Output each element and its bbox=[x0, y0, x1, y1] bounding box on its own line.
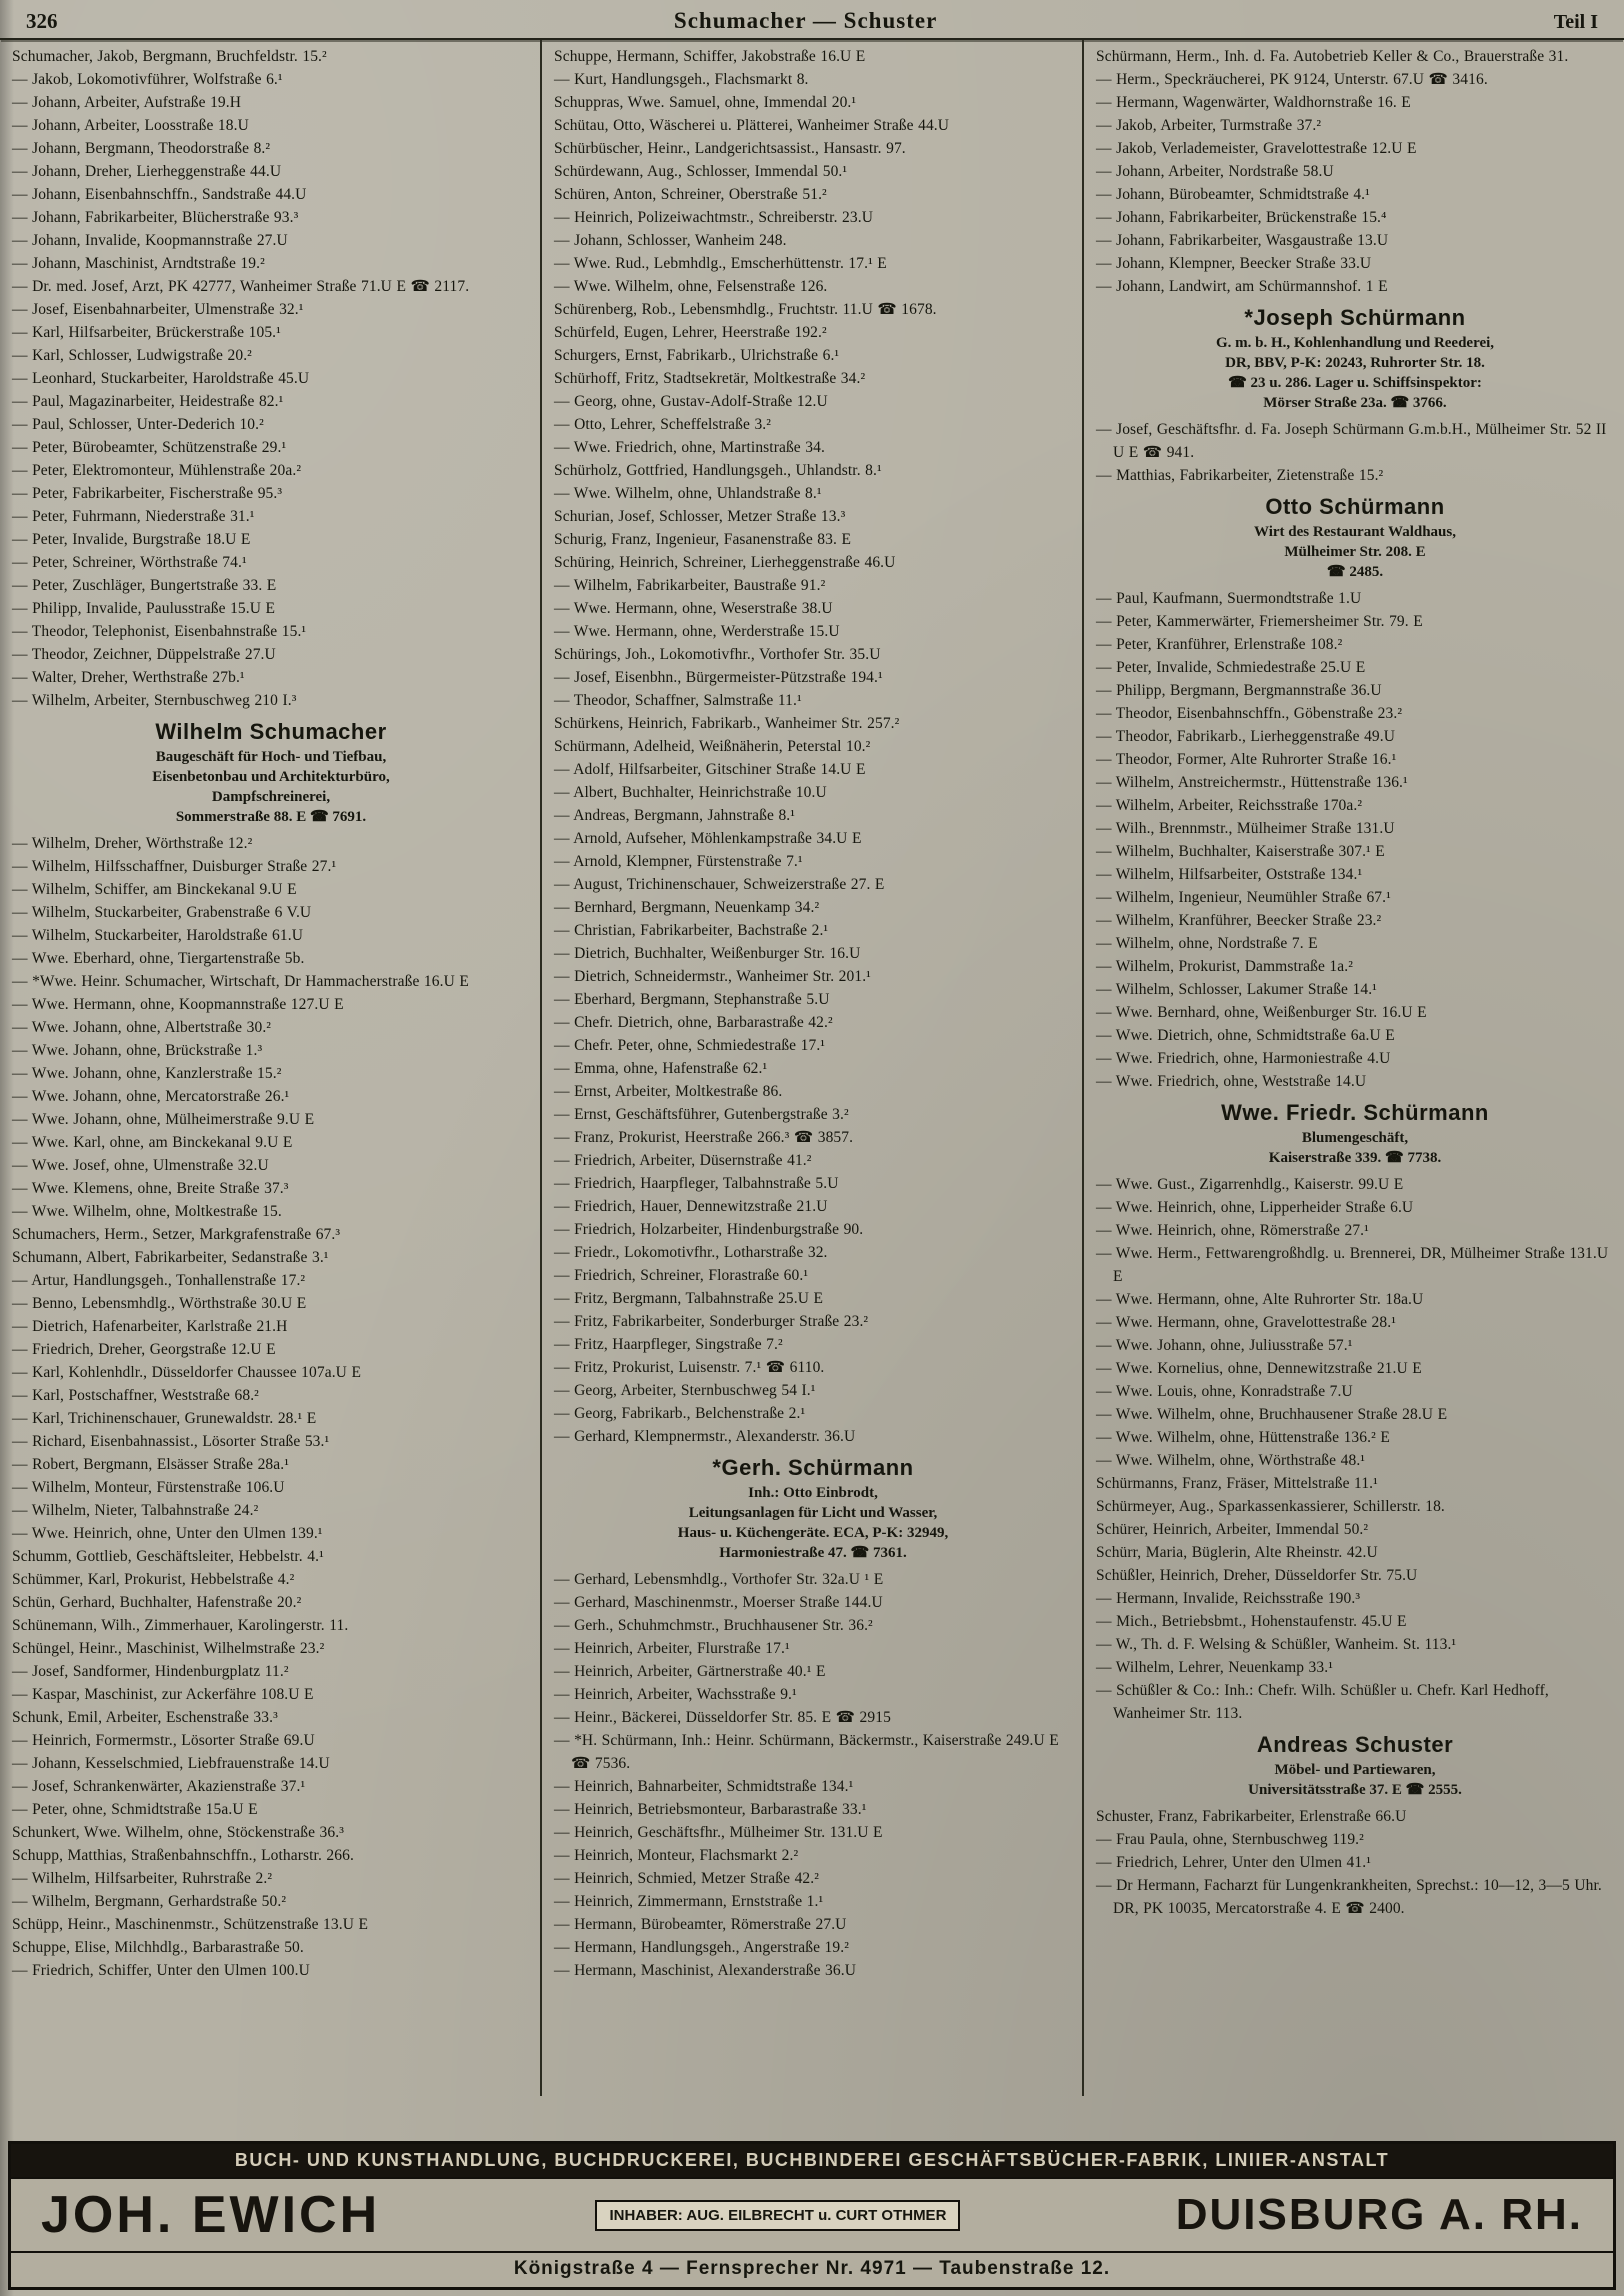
directory-entry: — Johann, Arbeiter, Aufstraße 19.H bbox=[12, 94, 242, 111]
directory-entry: — Christian, Fabrikarbeiter, Bachstraße 2.¹ bbox=[554, 922, 829, 939]
directory-entry: — Wwe. Hermann, ohne, Koopmannstraße 127.U E bbox=[12, 996, 344, 1013]
directory-entry: — Peter, Fuhrmann, Niederstraße 31.¹ bbox=[12, 508, 255, 525]
directory-entry: — Wilhelm, Stuckarbeiter, Grabenstraße 6 V.U bbox=[12, 904, 312, 921]
ad-company-name: JOH. EWICH bbox=[41, 2186, 381, 2244]
directory-entry: — Wilhelm, Kranführer, Beecker Straße 23.² bbox=[1096, 912, 1382, 929]
directory-entry: — Peter, Kranführer, Erlenstraße 108.² bbox=[1096, 636, 1343, 653]
directory-entry: — Wilhelm, Prokurist, Dammstraße 1a.² bbox=[1096, 958, 1353, 975]
directory-entry: — Wilhelm, Fabrikarbeiter, Baustraße 91.² bbox=[554, 577, 826, 594]
directory-entry: — W., Th. d. F. Welsing & Schüßler, Wanheim. St. 113.¹ bbox=[1096, 1636, 1457, 1653]
directory-entry: — Wwe. Gust., Zigarrenhdlg., Kaiserstr. 99.U E bbox=[1096, 1176, 1404, 1193]
section-title: *Joseph Schürmann bbox=[1244, 305, 1466, 330]
directory-entry: — Wilhelm, Hilfsarbeiter, Ruhrstraße 2.² bbox=[12, 1870, 273, 1887]
directory-entry: — Paul, Kaufmann, Suermondtstraße 1.U bbox=[1096, 590, 1362, 607]
directory-entry: — Wilhelm, Arbeiter, Sternbuschweg 210 I.³ bbox=[12, 692, 297, 709]
directory-entry: — Ernst, Geschäftsführer, Gutenbergstraße 3.² bbox=[554, 1106, 849, 1123]
directory-entry: Schürmann, Adelheid, Weißnäherin, Peterstal 10.² bbox=[554, 738, 871, 755]
directory-entry: — Wilhelm, ohne, Nordstraße 7. E bbox=[1096, 935, 1318, 952]
ad-owner-label: INHABER: AUG. EILBRECHT u. CURT OTHMER bbox=[595, 2200, 960, 2231]
directory-entry: — Jakob, Lokomotivführer, Wolfstraße 6.¹ bbox=[12, 71, 283, 88]
directory-entry: — Friedrich, Dreher, Georgstraße 12.U E bbox=[12, 1341, 276, 1358]
directory-entry: — Wwe. Johann, ohne, Kanzlerstraße 15.² bbox=[12, 1065, 282, 1082]
directory-entry: — Wwe. Friedrich, ohne, Weststraße 14.U bbox=[1096, 1073, 1367, 1090]
directory-entry: — Josef, Eisenbahnarbeiter, Ulmenstraße 32.¹ bbox=[12, 301, 304, 318]
directory-entry: — Kurt, Handlungsgeh., Flachsmarkt 8. bbox=[554, 71, 809, 88]
directory-entry: Schürer, Heinrich, Arbeiter, Immendal 50.² bbox=[1096, 1521, 1369, 1538]
directory-entry: — Wwe. Johann, ohne, Albertstraße 30.² bbox=[12, 1019, 272, 1036]
directory-entry: — Dietrich, Buchhalter, Weißenburger Str. 16.U bbox=[554, 945, 861, 962]
directory-section-header bbox=[12, 718, 530, 827]
directory-entry: — Gerhard, Maschinenmstr., Moerser Straße 144.U bbox=[554, 1594, 883, 1611]
directory-entry: — Arnold, Klempner, Fürstenstraße 7.¹ bbox=[554, 853, 803, 870]
directory-entry: — Heinrich, Bahnarbeiter, Schmidtstraße 134.¹ bbox=[554, 1778, 854, 1795]
section-line: Haus- u. Küchengeräte. ECA, P-K: 32949, bbox=[677, 1525, 949, 1541]
directory-entry: — Wilhelm, Nieter, Talbahnstraße 24.² bbox=[12, 1502, 259, 1519]
directory-entry: — Fritz, Bergmann, Talbahnstraße 25.U E bbox=[554, 1290, 824, 1307]
directory-entry: — Gerh., Schuhmchmstr., Bruchhausener Str. 36.² bbox=[554, 1617, 873, 1634]
directory-entry: Schüren, Anton, Schreiner, Oberstraße 51.² bbox=[554, 186, 827, 203]
directory-entry: — Wwe. Bernhard, ohne, Weißenburger Str. 16.U E bbox=[1096, 1004, 1427, 1021]
directory-entry: Schürdewann, Aug., Schlosser, Immendal 50.¹ bbox=[554, 163, 848, 180]
directory-entry: — Josef, Schrankenwärter, Akazienstraße 37.¹ bbox=[12, 1778, 306, 1795]
directory-entry: — Peter, Invalide, Burgstraße 18.U E bbox=[12, 531, 251, 548]
directory-entry: — Peter, Elektromonteur, Mühlenstraße 20a.² bbox=[12, 462, 302, 479]
directory-entry: — Karl, Postschaffner, Weststraße 68.² bbox=[12, 1387, 259, 1404]
directory-entry: — Wilhelm, Lehrer, Neuenkamp 33.¹ bbox=[1096, 1659, 1333, 1676]
directory-entry: Schuppe, Hermann, Schiffer, Jakobstraße 16.U E bbox=[554, 48, 866, 65]
section-title: Wilhelm Schumacher bbox=[155, 719, 387, 744]
directory-entry: — Kaspar, Maschinist, zur Ackerfähre 108.U E bbox=[12, 1686, 314, 1703]
directory-entry: — Johann, Eisenbahnschffn., Sandstraße 44.U bbox=[12, 186, 307, 203]
directory-entry: — Wilhelm, Bergmann, Gerhardstraße 50.² bbox=[12, 1893, 287, 1910]
directory-entry: — Theodor, Telephonist, Eisenbahnstraße 15.¹ bbox=[12, 623, 307, 640]
directory-entry: — Wwe. Heinrich, ohne, Unter den Ulmen 139.¹ bbox=[12, 1525, 323, 1542]
directory-entry: — Wwe. Louis, ohne, Konradstraße 7.U bbox=[1096, 1383, 1353, 1400]
directory-entry: Schumachers, Herm., Setzer, Markgrafenstraße 67.³ bbox=[12, 1226, 341, 1243]
directory-entry: — Adolf, Hilfsarbeiter, Gitschiner Straße 14.U E bbox=[554, 761, 866, 778]
directory-entry: — Wwe. Friedrich, ohne, Martinstraße 34. bbox=[554, 439, 825, 456]
directory-entry: — Walter, Dreher, Werthstraße 27b.¹ bbox=[12, 669, 245, 686]
directory-entry: — Johann, Bürobeamter, Schmidtstraße 4.¹ bbox=[1096, 186, 1370, 203]
directory-entry: Schuster, Franz, Fabrikarbeiter, Erlenstraße 66.U bbox=[1096, 1808, 1407, 1825]
directory-entry: — Karl, Schlosser, Ludwigstraße 20.² bbox=[12, 347, 252, 364]
section-line: Harmoniestraße 47. ☎ 7361. bbox=[719, 1545, 907, 1561]
directory-entry: — Dr. med. Josef, Arzt, PK 42777, Wanheimer Straße 71.U E ☎ 2117. bbox=[12, 278, 470, 295]
directory-entry: — Wilh., Brennmstr., Mülheimer Straße 131.U bbox=[1096, 820, 1395, 837]
directory-entry: Schumm, Gottlieb, Geschäftsleiter, Hebbelstr. 4.¹ bbox=[12, 1548, 324, 1565]
directory-entry: — Wilhelm, Hilfsschaffner, Duisburger Straße 27.¹ bbox=[12, 858, 337, 875]
section-line: Wirt des Restaurant Waldhaus, bbox=[1254, 524, 1456, 540]
directory-entry: — Peter, Bürobeamter, Schützenstraße 29.¹ bbox=[12, 439, 287, 456]
directory-entry: Schüpp, Heinr., Maschinenmstr., Schützenstraße 13.U E bbox=[12, 1916, 369, 1933]
directory-entry: — Karl, Trichinenschauer, Grunewaldstr. 28.¹ E bbox=[12, 1410, 317, 1427]
directory-column-middle bbox=[540, 40, 1082, 2096]
directory-entry: — Josef, Sandformer, Hindenburgplatz 11.² bbox=[12, 1663, 289, 1680]
directory-entry: — Chefr. Dietrich, ohne, Barbarastraße 42.² bbox=[554, 1014, 833, 1031]
directory-entry: — Peter, Invalide, Schmiedestraße 25.U E bbox=[1096, 659, 1366, 676]
directory-entry: — Fritz, Haarpfleger, Singstraße 7.² bbox=[554, 1336, 783, 1353]
directory-entry: Schurian, Josef, Schlosser, Metzer Straße 13.³ bbox=[554, 508, 846, 525]
directory-entry: — Wwe. Rud., Lebmhdlg., Emscherhüttenstr. 17.¹ E bbox=[554, 255, 887, 272]
directory-entry: — Philipp, Bergmann, Bergmannstraße 36.U bbox=[1096, 682, 1382, 699]
directory-entry: — Johann, Schlosser, Wanheim 248. bbox=[554, 232, 787, 249]
directory-entry: — Johann, Maschinist, Arndtstraße 19.² bbox=[12, 255, 265, 272]
section-line: Sommerstraße 88. E ☎ 7691. bbox=[175, 809, 367, 825]
directory-section-header bbox=[1096, 304, 1614, 413]
directory-entry: — Herm., Speckräucherei, PK 9124, Unterstr. 67.U ☎ 3416. bbox=[1096, 71, 1488, 88]
section-line: Dampfschreinerei, bbox=[211, 789, 331, 805]
directory-entry: — Hermann, Invalide, Reichsstraße 190.³ bbox=[1096, 1590, 1361, 1607]
directory-entry: Schumann, Albert, Fabrikarbeiter, Sedanstraße 3.¹ bbox=[12, 1249, 329, 1266]
directory-entry: — Andreas, Bergmann, Jahnstraße 8.¹ bbox=[554, 807, 796, 824]
part-label: Teil I bbox=[1553, 11, 1598, 33]
directory-entry: — Wilhelm, Arbeiter, Reichsstraße 170a.² bbox=[1096, 797, 1363, 814]
directory-entry: — Heinrich, Formermstr., Lösorter Straße 69.U bbox=[12, 1732, 315, 1749]
directory-entry: Schünemann, Wilh., Zimmerhauer, Karolingerstr. 11. bbox=[12, 1617, 349, 1634]
directory-entry: — Hermann, Handlungsgeh., Angerstraße 19.² bbox=[554, 1939, 849, 1956]
directory-entry: — Franz, Prokurist, Heerstraße 266.³ ☎ 3857. bbox=[554, 1129, 854, 1146]
directory-entry: — Peter, Kammerwärter, Friemersheimer Str. 79. E bbox=[1096, 613, 1423, 630]
directory-entry: — Frau Paula, ohne, Sternbuschweg 119.² bbox=[1096, 1831, 1364, 1848]
directory-entry: Schüring, Heinrich, Schreiner, Lierheggenstraße 46.U bbox=[554, 554, 896, 571]
directory-entry: — Heinrich, Monteur, Flachsmarkt 2.² bbox=[554, 1847, 799, 1864]
directory-entry: — Wwe. Karl, ohne, am Binckekanal 9.U E bbox=[12, 1134, 293, 1151]
directory-entry: — Heinrich, Geschäftsfhr., Mülheimer Str. 131.U E bbox=[554, 1824, 883, 1841]
directory-entry: Schümmer, Karl, Prokurist, Hebbelstraße 4.² bbox=[12, 1571, 295, 1588]
directory-entry: — Wwe. Wilhelm, ohne, Hüttenstraße 136.² E bbox=[1096, 1429, 1390, 1446]
ad-address-line: Königstraße 4 — Fernsprecher Nr. 4971 — Taubenstraße 12. bbox=[11, 2251, 1613, 2287]
directory-entry: — Heinrich, Zimmermann, Ernststraße 1.¹ bbox=[554, 1893, 824, 1910]
directory-entry: Schumacher, Jakob, Bergmann, Bruchfeldstr. 15.² bbox=[12, 48, 327, 65]
directory-entry: — Friedrich, Schreiner, Florastraße 60.¹ bbox=[554, 1267, 809, 1284]
directory-entry: — Bernhard, Bergmann, Neuenkamp 34.² bbox=[554, 899, 820, 916]
section-line: ☎ 23 u. 286. Lager u. Schiffsinspektor: bbox=[1228, 375, 1482, 391]
section-line: Universitätsstraße 37. E ☎ 2555. bbox=[1248, 1782, 1462, 1798]
directory-entry: — Georg, Fabrikarb., Belchenstraße 2.¹ bbox=[554, 1405, 806, 1422]
directory-entry: — Friedrich, Hauer, Dennewitzstraße 21.U bbox=[554, 1198, 828, 1215]
directory-entry: — Wwe. Wilhelm, ohne, Moltkestraße 15. bbox=[12, 1203, 282, 1220]
directory-section-header bbox=[1096, 1731, 1614, 1800]
directory-entry: — Gerhard, Klempnermstr., Alexanderstr. 36.U bbox=[554, 1428, 856, 1445]
directory-columns bbox=[0, 40, 1624, 2096]
page-number: 326 bbox=[26, 9, 58, 33]
directory-entry: — Wwe. Wilhelm, ohne, Bruchhausener Straße 28.U E bbox=[1096, 1406, 1448, 1423]
directory-entry: — Josef, Eisenbhn., Bürgermeister-Pützstraße 194.¹ bbox=[554, 669, 883, 686]
directory-entry: Schürmeyer, Aug., Sparkassenkassierer, Schillerstr. 18. bbox=[1096, 1498, 1445, 1515]
directory-entry: — Emma, ohne, Hafenstraße 62.¹ bbox=[554, 1060, 768, 1077]
directory-entry: — Otto, Lehrer, Scheffelstraße 3.² bbox=[554, 416, 772, 433]
directory-entry: — Heinr., Bäckerei, Düsseldorfer Str. 85. E ☎ 2915 bbox=[554, 1709, 891, 1726]
section-title: Wwe. Friedr. Schürmann bbox=[1221, 1100, 1489, 1125]
directory-entry: — Hermann, Maschinist, Alexanderstraße 36.U bbox=[554, 1962, 857, 1979]
directory-entry: Schüngel, Heinr., Maschinist, Wilhelmstraße 23.² bbox=[12, 1640, 325, 1657]
directory-entry: — Wilhelm, Anstreichermstr., Hüttenstraße 136.¹ bbox=[1096, 774, 1408, 791]
directory-entry: — Wwe. Johann, ohne, Mercatorstraße 26.¹ bbox=[12, 1088, 290, 1105]
directory-entry: — Theodor, Zeichner, Düppelstraße 27.U bbox=[12, 646, 276, 663]
directory-section-header bbox=[554, 1454, 1072, 1563]
directory-entry: — Friedrich, Holzarbeiter, Hindenburgstraße 90. bbox=[554, 1221, 864, 1238]
directory-entry: — Arnold, Aufseher, Möhlenkampstraße 34.U E bbox=[554, 830, 862, 847]
directory-entry: Schütau, Otto, Wäscherei u. Plätterei, Wanheimer Straße 44.U bbox=[554, 117, 950, 134]
directory-entry: — *Wwe. Heinr. Schumacher, Wirtschaft, Dr Hammacherstraße 16.U E bbox=[12, 973, 469, 990]
directory-entry: Schunkert, Wwe. Wilhelm, ohne, Stöckenstraße 36.³ bbox=[12, 1824, 344, 1841]
section-title: Otto Schürmann bbox=[1265, 494, 1445, 519]
section-line: Mülheimer Str. 208. E bbox=[1284, 544, 1426, 560]
directory-entry: — Fritz, Fabrikarbeiter, Sonderburger Straße 23.² bbox=[554, 1313, 869, 1330]
directory-entry: — Friedrich, Schiffer, Unter den Ulmen 100.U bbox=[12, 1962, 310, 1979]
directory-entry: Schurgers, Ernst, Fabrikarb., Ulrichstraße 6.¹ bbox=[554, 347, 840, 364]
directory-entry: — Johann, Bergmann, Theodorstraße 8.² bbox=[12, 140, 271, 157]
advertisement-ewich bbox=[8, 2141, 1616, 2290]
directory-entry: — Johann, Dreher, Lierheggenstraße 44.U bbox=[12, 163, 282, 180]
directory-entry: — Philipp, Invalide, Paulusstraße 15.U E bbox=[12, 600, 276, 617]
directory-entry: — Theodor, Former, Alte Ruhrorter Straße 16.¹ bbox=[1096, 751, 1397, 768]
directory-entry: Schuppe, Elise, Milchhdlg., Barbarastraße 50. bbox=[12, 1939, 304, 1956]
directory-entry: — Johann, Fabrikarbeiter, Brückenstraße 15.⁴ bbox=[1096, 209, 1387, 226]
directory-entry: — Wilhelm, Schlosser, Lakumer Straße 14.¹ bbox=[1096, 981, 1377, 998]
directory-entry: — Heinrich, Arbeiter, Flurstraße 17.¹ bbox=[554, 1640, 790, 1657]
directory-entry: — Theodor, Eisenbahnschffn., Göbenstraße 23.² bbox=[1096, 705, 1403, 722]
directory-entry: — Friedrich, Arbeiter, Düsernstraße 41.² bbox=[554, 1152, 812, 1169]
directory-entry: — Jakob, Arbeiter, Turmstraße 37.² bbox=[1096, 117, 1322, 134]
directory-entry: Schürmanns, Franz, Fräser, Mittelstraße 11.¹ bbox=[1096, 1475, 1378, 1492]
directory-entry: — Wilhelm, Stuckarbeiter, Haroldstraße 61.U bbox=[12, 927, 304, 944]
directory-entry: — Wilhelm, Dreher, Wörthstraße 12.² bbox=[12, 835, 253, 852]
directory-entry: — Heinrich, Arbeiter, Wachsstraße 9.¹ bbox=[554, 1686, 797, 1703]
directory-entry: Schupp, Matthias, Straßenbahnschffn., Lotharstr. 266. bbox=[12, 1847, 354, 1864]
directory-entry: — Heinrich, Arbeiter, Gärtnerstraße 40.¹ E bbox=[554, 1663, 826, 1680]
directory-entry: — Paul, Magazinarbeiter, Heidestraße 82.¹ bbox=[12, 393, 284, 410]
directory-entry: — Johann, Fabrikarbeiter, Blücherstraße 93.³ bbox=[12, 209, 299, 226]
directory-entry: — Jakob, Verlademeister, Gravelottestraße 12.U E bbox=[1096, 140, 1417, 157]
page-header-title: Schumacher — Schuster bbox=[673, 8, 938, 33]
directory-entry: — Hermann, Wagenwärter, Waldhornstraße 16. E bbox=[1096, 94, 1411, 111]
directory-entry: — Dietrich, Schneidermstr., Wanheimer Str. 201.¹ bbox=[554, 968, 871, 985]
directory-entry: — Johann, Arbeiter, Loosstraße 18.U bbox=[12, 117, 249, 134]
directory-entry: Schürfeld, Eugen, Lehrer, Heerstraße 192.² bbox=[554, 324, 827, 341]
directory-column-right bbox=[1082, 40, 1624, 2096]
directory-entry: — Heinrich, Polizeiwachtmstr., Schreiberstr. 23.U bbox=[554, 209, 873, 226]
directory-entry: — Hermann, Bürobeamter, Römerstraße 27.U bbox=[554, 1916, 847, 1933]
directory-entry: — Richard, Eisenbahnassist., Lösorter Straße 53.¹ bbox=[12, 1433, 330, 1450]
directory-entry: — Friedrich, Haarpfleger, Talbahnstraße 5.U bbox=[554, 1175, 839, 1192]
directory-entry: — *H. Schürmann, Inh.: Heinr. Schürmann, Bäckermstr., Kaiserstraße 249.U E ☎ 7536. bbox=[554, 1732, 1059, 1772]
directory-entry: Schunk, Emil, Arbeiter, Eschenstraße 33.³ bbox=[12, 1709, 278, 1726]
section-title: *Gerh. Schürmann bbox=[712, 1455, 914, 1480]
directory-entry: — Eberhard, Bergmann, Stephanstraße 5.U bbox=[554, 991, 830, 1008]
directory-entry: — Wwe. Wilhelm, ohne, Wörthstraße 48.¹ bbox=[1096, 1452, 1366, 1469]
directory-entry: — Wwe. Eberhard, ohne, Tiergartenstraße 5b. bbox=[12, 950, 305, 967]
directory-entry: — Johann, Kesselschmied, Liebfrauenstraße 14.U bbox=[12, 1755, 330, 1772]
section-line: Baugeschäft für Hoch- und Tiefbau, bbox=[155, 749, 387, 765]
directory-column-left bbox=[0, 40, 540, 2096]
directory-entry: — Wwe. Kornelius, ohne, Dennewitzstraße 21.U E bbox=[1096, 1360, 1422, 1377]
directory-entry: — August, Trichinenschauer, Schweizerstraße 27. E bbox=[554, 876, 885, 893]
directory-entry: — Benno, Lebensmhdlg., Wörthstraße 30.U E bbox=[12, 1295, 307, 1312]
directory-entry: — Friedrich, Lehrer, Unter den Ulmen 41.¹ bbox=[1096, 1854, 1371, 1871]
directory-entry: — Wilhelm, Hilfsarbeiter, Oststraße 134.¹ bbox=[1096, 866, 1363, 883]
directory-entry: Schürenberg, Rob., Lebensmhdlg., Fruchtstr. 11.U ☎ 1678. bbox=[554, 301, 937, 318]
directory-entry: Schürkens, Heinrich, Fabrikarb., Wanheimer Str. 257.² bbox=[554, 715, 900, 732]
directory-entry: — Wilhelm, Buchhalter, Kaiserstraße 307.¹ E bbox=[1096, 843, 1385, 860]
directory-entry: — Wwe. Josef, ohne, Ulmenstraße 32.U bbox=[12, 1157, 269, 1174]
directory-entry: — Peter, ohne, Schmidtstraße 15a.U E bbox=[12, 1801, 258, 1818]
directory-section-header bbox=[1096, 493, 1614, 582]
directory-entry: — Heinrich, Betriebsmonteur, Barbarastraße 33.¹ bbox=[554, 1801, 867, 1818]
directory-entry: — Georg, ohne, Gustav-Adolf-Straße 12.U bbox=[554, 393, 828, 410]
directory-entry: — Johann, Klempner, Beecker Straße 33.U bbox=[1096, 255, 1372, 272]
directory-section-header bbox=[1096, 1099, 1614, 1168]
section-line: DR, BBV, P-K: 20243, Ruhrorter Str. 18. bbox=[1225, 355, 1485, 371]
directory-entry: — Wwe. Hermann, ohne, Weserstraße 38.U bbox=[554, 600, 833, 617]
directory-entry: Schürhoff, Fritz, Stadtsekretär, Moltkestraße 34.² bbox=[554, 370, 866, 387]
ad-top-line: BUCH- UND KUNSTHANDLUNG, BUCHDRUCKEREI, BUCHBINDEREI GESCHÄFTSBÜCHER-FABRIK, LINIIER-ANSTALT bbox=[11, 2144, 1613, 2177]
section-line: Kaiserstraße 339. ☎ 7738. bbox=[1268, 1150, 1442, 1166]
directory-entry: — Dr Hermann, Facharzt für Lungenkrankheiten, Sprechst.: 10—12, 3—5 Uhr. DR, PK 10035, Mercatorstraße 4. E ☎ 2400. bbox=[1096, 1877, 1602, 1917]
directory-entry: — Wwe. Dietrich, ohne, Schmidtstraße 6a.U E bbox=[1096, 1027, 1395, 1044]
directory-entry: — Heinrich, Schmied, Metzer Straße 42.² bbox=[554, 1870, 820, 1887]
directory-entry: — Johann, Arbeiter, Nordstraße 58.U bbox=[1096, 163, 1334, 180]
directory-entry: — Paul, Schlosser, Unter-Dederich 10.² bbox=[12, 416, 264, 433]
directory-entry: — Wwe. Hermann, ohne, Werderstraße 15.U bbox=[554, 623, 840, 640]
directory-entry: — Wwe. Hermann, ohne, Gravelottestraße 28.¹ bbox=[1096, 1314, 1396, 1331]
directory-entry: — Robert, Bergmann, Elsässer Straße 28a.¹ bbox=[12, 1456, 289, 1473]
directory-entry: — Wwe. Friedrich, ohne, Harmoniestraße 4.U bbox=[1096, 1050, 1391, 1067]
directory-entry: — Johann, Invalide, Koopmannstraße 27.U bbox=[12, 232, 288, 249]
section-line: Inh.: Otto Einbrodt, bbox=[748, 1485, 878, 1501]
directory-entry: — Fritz, Prokurist, Luisenstr. 7.¹ ☎ 6110. bbox=[554, 1359, 825, 1376]
section-line: Leitungsanlagen für Licht und Wasser, bbox=[688, 1505, 938, 1521]
section-line: Möbel- und Partiewaren, bbox=[1274, 1762, 1436, 1778]
directory-entry: Schuppras, Wwe. Samuel, ohne, Immendal 20.¹ bbox=[554, 94, 857, 111]
directory-entry: Schürbüscher, Heinr., Landgerichtsassist., Hansastr. 97. bbox=[554, 140, 906, 157]
directory-entry: — Chefr. Peter, ohne, Schmiedestraße 17.¹ bbox=[554, 1037, 826, 1054]
directory-entry: — Schüßler & Co.: Inh.: Chefr. Wilh. Schüßler u. Chefr. Karl Hedhoff, Wanheimer Str. 113. bbox=[1096, 1682, 1549, 1722]
directory-entry: — Wwe. Klemens, ohne, Breite Straße 37.³ bbox=[12, 1180, 289, 1197]
section-line: ☎ 2485. bbox=[1326, 564, 1384, 580]
directory-entry: — Wwe. Heinrich, ohne, Römerstraße 27.¹ bbox=[1096, 1222, 1369, 1239]
directory-entry: — Wwe. Johann, ohne, Juliusstraße 57.¹ bbox=[1096, 1337, 1353, 1354]
directory-entry: — Karl, Kohlenhdlr., Düsseldorfer Chaussee 107a.U E bbox=[12, 1364, 362, 1381]
directory-entry: — Peter, Fabrikarbeiter, Fischerstraße 95.³ bbox=[12, 485, 283, 502]
section-line: G. m. b. H., Kohlenhandlung und Reederei, bbox=[1215, 335, 1495, 351]
directory-entry: Schüßler, Heinrich, Dreher, Düsseldorfer Str. 75.U bbox=[1096, 1567, 1418, 1584]
directory-entry: Schürings, Joh., Lokomotivfhr., Vorthofer Str. 35.U bbox=[554, 646, 881, 663]
ad-city: DUISBURG A. RH. bbox=[1175, 2190, 1583, 2239]
directory-entry: — Friedr., Lokomotivfhr., Lotharstraße 32. bbox=[554, 1244, 828, 1261]
section-title: Andreas Schuster bbox=[1256, 1732, 1454, 1757]
directory-entry: — Wilhelm, Monteur, Fürstenstraße 106.U bbox=[12, 1479, 285, 1496]
ad-middle-row bbox=[11, 2177, 1613, 2251]
directory-entry: — Wilhelm, Schiffer, am Binckekanal 9.U E bbox=[12, 881, 297, 898]
directory-entry: — Matthias, Fabrikarbeiter, Zietenstraße 15.² bbox=[1096, 467, 1384, 484]
directory-entry: — Wwe. Wilhelm, ohne, Uhlandstraße 8.¹ bbox=[554, 485, 822, 502]
directory-entry: — Theodor, Schaffner, Salmstraße 11.¹ bbox=[554, 692, 802, 709]
directory-entry: Schurig, Franz, Ingenieur, Fasanenstraße 83. E bbox=[554, 531, 852, 548]
directory-entry: — Josef, Geschäftsfhr. d. Fa. Joseph Schürmann G.m.b.H., Mülheimer Str. 52 II U E ☎ 941. bbox=[1096, 421, 1607, 461]
directory-entry: — Wwe. Johann, ohne, Mülheimerstraße 9.U E bbox=[12, 1111, 315, 1128]
page-header bbox=[0, 0, 1624, 40]
directory-entry: — Johann, Landwirt, am Schürmannshof. 1 E bbox=[1096, 278, 1388, 295]
directory-entry: — Wwe. Hermann, ohne, Alte Ruhrorter Str. 18a.U bbox=[1096, 1291, 1424, 1308]
section-line: Blumengeschäft, bbox=[1301, 1130, 1409, 1146]
directory-entry: — Artur, Handlungsgeh., Tonhallenstraße 17.² bbox=[12, 1272, 306, 1289]
directory-entry: — Johann, Fabrikarbeiter, Wasgaustraße 13.U bbox=[1096, 232, 1389, 249]
section-line: Mörser Straße 23a. ☎ 3766. bbox=[1263, 395, 1447, 411]
directory-entry: — Wilhelm, Ingenieur, Neumühler Straße 67.¹ bbox=[1096, 889, 1391, 906]
directory-entry: — Wwe. Heinrich, ohne, Lipperheider Straße 6.U bbox=[1096, 1199, 1414, 1216]
directory-entry: Schün, Gerhard, Buchhalter, Hafenstraße 20.² bbox=[12, 1594, 302, 1611]
directory-entry: — Leonhard, Stuckarbeiter, Haroldstraße 45.U bbox=[12, 370, 310, 387]
directory-entry: — Wwe. Wilhelm, ohne, Felsenstraße 126. bbox=[554, 278, 828, 295]
directory-entry: — Gerhard, Lebensmhdlg., Vorthofer Str. 32a.U ¹ E bbox=[554, 1571, 884, 1588]
section-line: Eisenbetonbau und Architekturbüro, bbox=[152, 769, 390, 785]
directory-entry: — Theodor, Fabrikarb., Lierheggenstraße 49.U bbox=[1096, 728, 1396, 745]
directory-entry: Schürmann, Herm., Inh. d. Fa. Autobetrieb Keller & Co., Brauerstraße 31. bbox=[1096, 48, 1569, 65]
directory-entry: — Mich., Betriebsbmt., Hohenstaufenstr. 45.U E bbox=[1096, 1613, 1407, 1630]
directory-entry: — Karl, Hilfsarbeiter, Brückerstraße 105.¹ bbox=[12, 324, 281, 341]
directory-entry: Schürholz, Gottfried, Handlungsgeh., Uhlandstr. 8.¹ bbox=[554, 462, 882, 479]
directory-entry: — Georg, Arbeiter, Sternbuschweg 54 I.¹ bbox=[554, 1382, 816, 1399]
directory-entry: — Dietrich, Hafenarbeiter, Karlstraße 21.H bbox=[12, 1318, 288, 1335]
directory-entry: — Wwe. Johann, ohne, Brückstraße 1.³ bbox=[12, 1042, 263, 1059]
directory-entry: — Peter, Schreiner, Wörthstraße 74.¹ bbox=[12, 554, 247, 571]
directory-entry: Schürr, Maria, Büglerin, Alte Rheinstr. 42.U bbox=[1096, 1544, 1378, 1561]
directory-entry: — Albert, Buchhalter, Heinrichstraße 10.U bbox=[554, 784, 827, 801]
directory-entry: — Peter, Zuschläger, Bungertstraße 33. E bbox=[12, 577, 277, 594]
directory-entry: — Wwe. Herm., Fettwarengroßhdlg. u. Brennerei, DR, Mülheimer Straße 131.U E bbox=[1096, 1245, 1609, 1285]
directory-entry: — Ernst, Arbeiter, Moltkestraße 86. bbox=[554, 1083, 783, 1100]
